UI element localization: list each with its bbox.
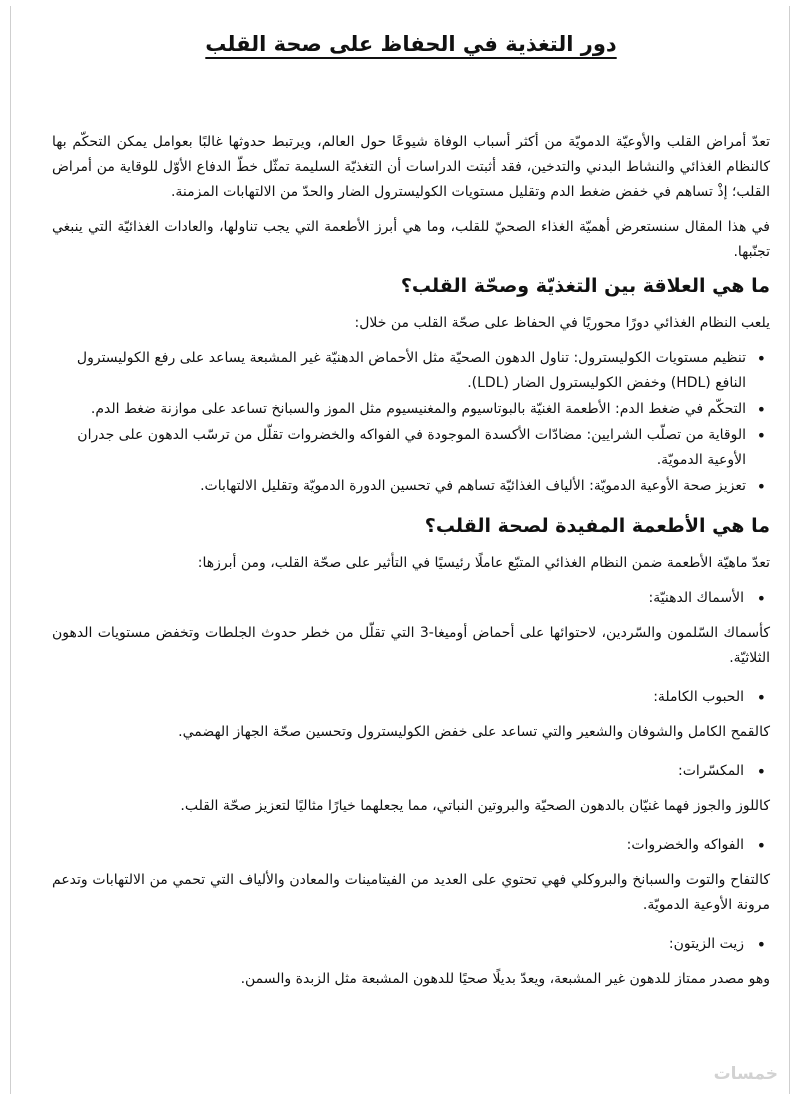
bullet-icon: • (756, 589, 766, 608)
intro-paragraph: في هذا المقال سنستعرض أهميّة الغذاء الصحيّ للقلب، وما هي أبرز الأطعمة التي يجب تناولها، والعادات الغذائيّة التي ينبغي تجنّبها. (52, 219, 770, 260)
food-description: كالتفاح والتوت والسبانخ والبروكلي فهي تحتوي على العديد من الفيتامينات والمعادن والألياف التي تحمي من الالتهابات وتدعم مرونة الأوعية الدمويّة. (52, 872, 770, 913)
food-name: الحبوب الكاملة: (653, 689, 744, 705)
food-name: المكسّرات: (678, 763, 744, 779)
food-description: كاللوز والجوز فهما غنيّان بالدهون الصحيّة والبروتين النباتي، مما يجعلهما خيارًا مثاليًا لتعزيز صحّة القلب. (180, 798, 770, 814)
intro-paragraph: تعدّ أمراض القلب والأوعيّة الدمويّة من أكثر أسباب الوفاة شيوعًا حول العالم، ويرتبط حدوثها غالبًا بعوامل يمكن التحكّم بها كالنظام الغذائي والنشاط البدني والتدخين، فقد أثبتت الدراسات أن التغذيّة السليمة تمثّل خطّ الدفاع الأوّل للوقاية من أمراض القلب؛ إذْ تساهم في خفض ضغط الدم وتقليل مستويات الكوليسترول الضار والحدّ من الالتهابات المزمنة. (52, 134, 770, 200)
food-name: الأسماك الدهنيّة: (648, 590, 744, 606)
page-title: دور التغذية في الحفاظ على صحة القلب (205, 32, 617, 56)
list-item: • تعزيز صحة الأوعية الدمويّة: الألياف الغذائيّة تساهم في تحسين الدورة الدمويّة وتقليل الالتهابات. (52, 474, 746, 499)
section-heading: ما هي الأطعمة المفيدة لصحة القلب؟ (424, 515, 770, 537)
food-item (52, 586, 766, 611)
food-item (52, 932, 766, 957)
section-lead: تعدّ ماهيّة الأطعمة ضمن النظام الغذائي المتبّع عاملًا رئيسيًا في التأثير على صحّة القلب، ومن أبرزها: (197, 555, 770, 571)
section-heading: ما هي العلاقة بين التغذيّة وصحّة القلب؟ (400, 275, 770, 297)
food-item (52, 685, 766, 710)
food-description: وهو مصدر ممتاز للدهون غير المشبعة، ويعدّ بديلًا صحيًا للدهون المشبعة مثل الزبدة والسمن. (240, 971, 770, 987)
list-item: • الوقاية من تصلّب الشرايين: مضادّات الأكسدة الموجودة في الفواكه والخضروات تقلّل من ترسّب الدهون على جدران الأوعية الدمويّة. (52, 423, 746, 473)
bullet-icon: • (756, 688, 766, 707)
watermark-logo: خمسات (713, 1064, 778, 1084)
food-description: كالقمح الكامل والشوفان والشعير والتي تساعد على خفض الكوليسترول وتحسين صحّة الجهاز الهضمي. (178, 724, 770, 740)
bullet-icon: • (756, 836, 766, 855)
benefits-list (52, 346, 770, 499)
food-item (52, 833, 766, 858)
bullet-icon: • (756, 762, 766, 781)
article (52, 30, 770, 1006)
list-item: • التحكّم في ضغط الدم: الأطعمة الغنيّة بالبوتاسيوم والمغنيسيوم مثل الموز والسبانخ تساعد على موازنة ضغط الدم. (52, 397, 746, 422)
bullet-icon: • (756, 935, 766, 954)
food-item (52, 759, 766, 784)
food-description: كأسماك السّلمون والسّردين، لاحتوائها على أحماض أوميغا-3 التي تقلّل من خطر حدوث الجلطات وتخفض مستويات الدهون الثلاثيّة. (52, 625, 771, 666)
food-name: الفواكه والخضروات: (626, 837, 744, 853)
food-name: زيت الزيتون: (668, 936, 744, 952)
list-item: • تنظيم مستويات الكوليسترول: تناول الدهون الصحيّة مثل الأحماض الدهنيّة غير المشبعة يساعد على رفع الكوليسترول النافع (HDL) وخفض الكوليسترول الضار (LDL). (52, 346, 746, 396)
section-lead: يلعب النظام الغذائي دورًا محوريًا في الحفاظ على صحّة القلب من خلال: (354, 315, 770, 331)
